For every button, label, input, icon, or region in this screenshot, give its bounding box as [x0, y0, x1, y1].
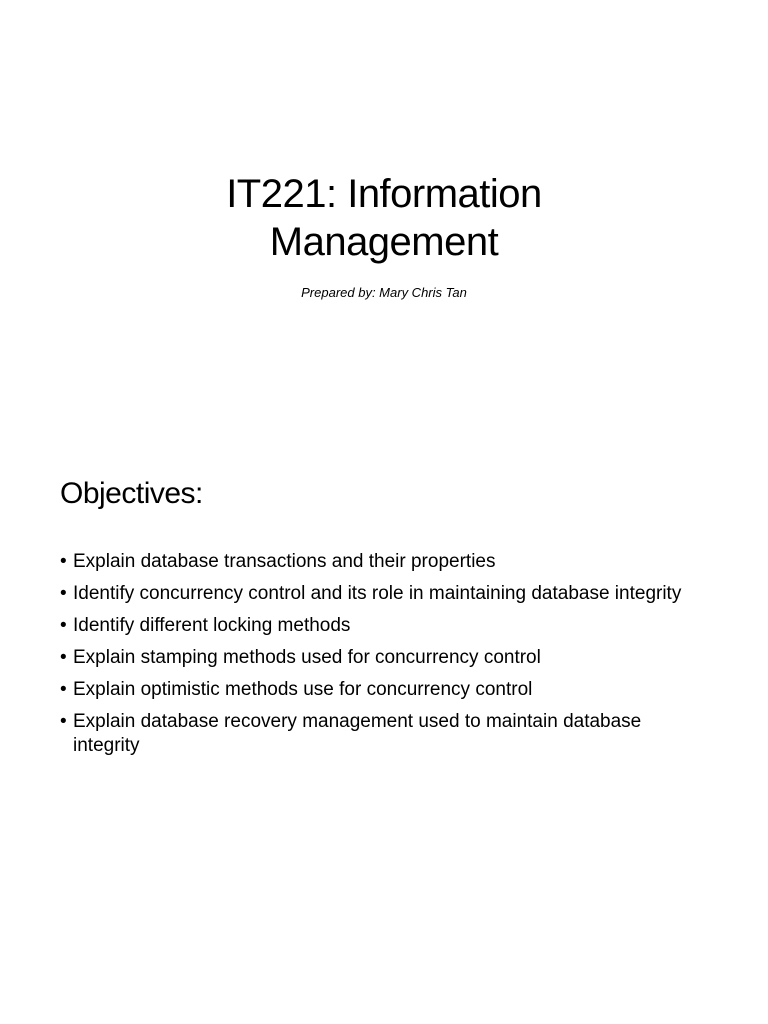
objective-item — [60, 550, 710, 574]
objective-text: Explain optimistic methods use for concurrency control — [73, 679, 533, 700]
title-slide — [0, 0, 768, 432]
objectives-heading: Objectives: — [60, 477, 203, 510]
objective-text: Explain stamping methods used for concurrency control — [73, 647, 541, 668]
bullet-icon: • — [60, 711, 67, 732]
objective-item — [60, 582, 710, 606]
bullet-icon: • — [60, 647, 67, 668]
objective-item — [60, 646, 710, 670]
objective-item — [60, 678, 710, 702]
objectives-slide — [0, 432, 768, 864]
objective-text: Explain database recovery management used to maintain database integrity — [73, 711, 642, 756]
objectives-list — [60, 550, 710, 766]
deck-title-line-1: IT221: Information — [226, 172, 542, 216]
prepared-by-subtitle: Prepared by: Mary Chris Tan — [301, 285, 467, 300]
objective-item — [60, 710, 710, 758]
bullet-icon: • — [60, 551, 67, 572]
objective-text: Identify different locking methods — [73, 615, 351, 636]
bullet-icon: • — [60, 679, 67, 700]
bullet-icon: • — [60, 583, 67, 604]
bullet-icon: • — [60, 615, 67, 636]
deck-title-line-2: Management — [269, 220, 499, 264]
objective-text: Identify concurrency control and its role in maintaining database integrity — [73, 583, 682, 604]
objective-text: Explain database transactions and their properties — [73, 551, 496, 572]
deck-title — [0, 170, 768, 266]
objective-item — [60, 614, 710, 638]
